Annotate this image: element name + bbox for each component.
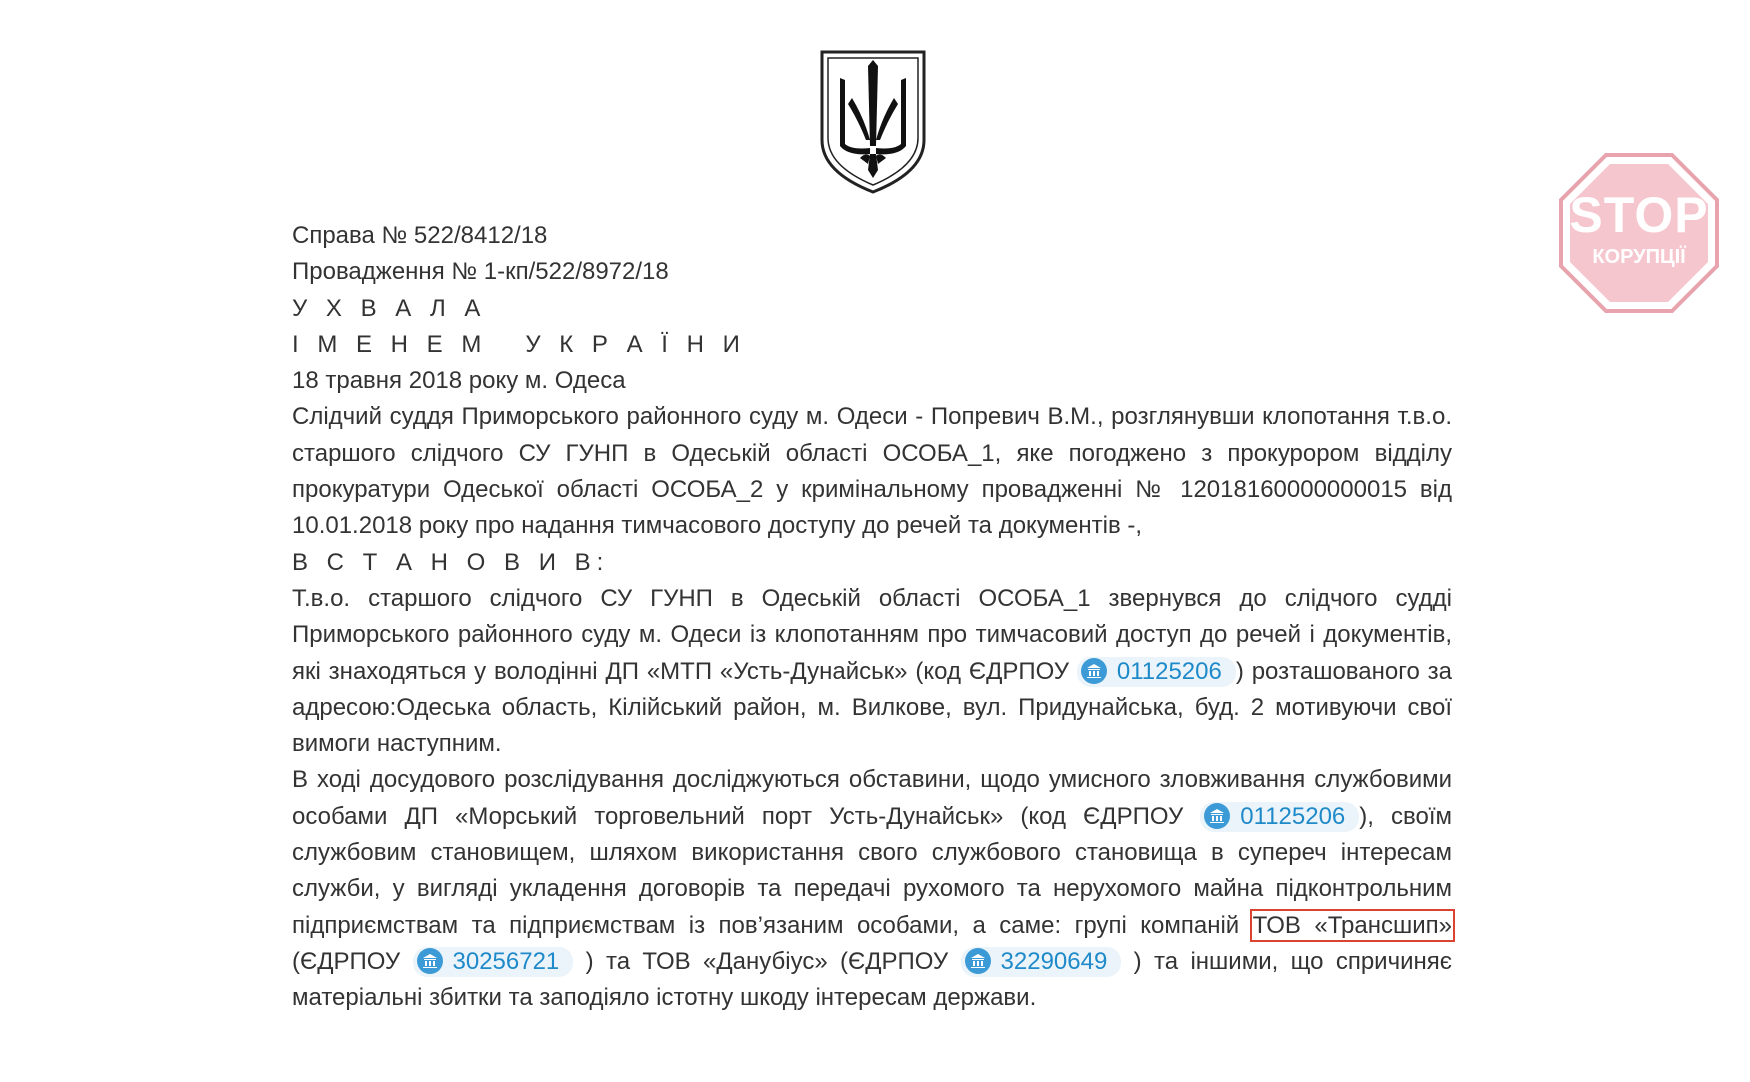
edrpou-link[interactable] xyxy=(961,947,1122,977)
building-icon xyxy=(1081,658,1107,684)
coat-of-arms-icon xyxy=(818,48,928,196)
edrpou-link[interactable] xyxy=(1077,657,1236,687)
in-the-name-of-ukraine: І М Е Н Е М У К Р А Ї Н И xyxy=(292,330,746,358)
date-place: 18 травня 2018 року м. Одеса xyxy=(292,367,626,395)
highlighted-company: ТОВ «Трансшип» xyxy=(1252,911,1453,939)
building-icon xyxy=(965,948,991,974)
edrpou-link[interactable] xyxy=(413,947,574,977)
decision-title: У Х В А Л А xyxy=(292,294,487,322)
stamp-bottom-text: КОРУПЦІЇ xyxy=(1592,246,1686,268)
document-body xyxy=(292,218,1452,1017)
edrpou-code: 30256721 xyxy=(452,947,560,975)
edrpou-code: 01125206 xyxy=(1116,657,1222,685)
stamp-top-text: STOP xyxy=(1569,187,1709,243)
paragraph-2: Т.в.о. старшого слідчого СУ ГУНП в Одеській області ОСОБА_1 звернувся до слідчого судді Приморського районного суду м. Одеси із клопотанням про тимчасовий доступ до речей і документів, які знаходяться у володінні ДП «МТП «Усть-Дунайськ» (код ЄДРПОУ 01125206 ) розташованого за адресою:Одеська область, Кілійський район, м. Вилкове, вул. Придунайська, буд. 2 мотивуючи свої вимоги наступним. xyxy=(292,584,1452,758)
building-icon xyxy=(417,948,443,974)
paragraph-3: В ході досудового розслідування досліджуються обставини, щодо умисного зловживання службовими особами ДП «Морський торговельний порт Усть-Дунайськ» (код ЄДРПОУ 01125206 ), своїм службовим становищем, шляхом використання свого службового становища в супереч інтересам служби, у вигляді укладення договорів та передачі рухомого та нерухомого майна підконтрольним підприємствам та підприємствам із пов’язаним особами, а саме: групі компаній ТОВ «Трансшип» (ЄДРПОУ 30256721 ) та ТОВ «Данубіус» (ЄДРПОУ 32290649 ) та іншими, що спричиняє матеріальні збитки та заподіяло істотну шкоду інтересам держави. xyxy=(292,766,1453,1012)
building-icon xyxy=(1204,803,1230,829)
case-number: Справа № 522/8412/18 xyxy=(292,222,548,249)
edrpou-link[interactable] xyxy=(1200,802,1359,832)
paragraph-1: Слідчий суддя Приморського районного суду м. Одеси - Попревич В.М., розглянувши клопотання т.в.о. старшого слідчого СУ ГУНП в Одеській області ОСОБА_1, яке погоджено з прокурором відділу прокуратури Одеської області ОСОБА_2 у кримінальному провадженні № 12018160000000015 від 10.01.2018 року про надання тимчасового доступу до речей та документів -, xyxy=(292,403,1452,540)
edrpou-code: 32290649 xyxy=(1000,947,1108,975)
proceeding-number: Провадження № 1-кп/522/8972/18 xyxy=(292,258,669,286)
edrpou-code: 01125206 xyxy=(1240,802,1346,830)
stop-corruption-stamp xyxy=(1558,152,1720,314)
established-heading: В С Т А Н О В И В: xyxy=(292,548,610,576)
